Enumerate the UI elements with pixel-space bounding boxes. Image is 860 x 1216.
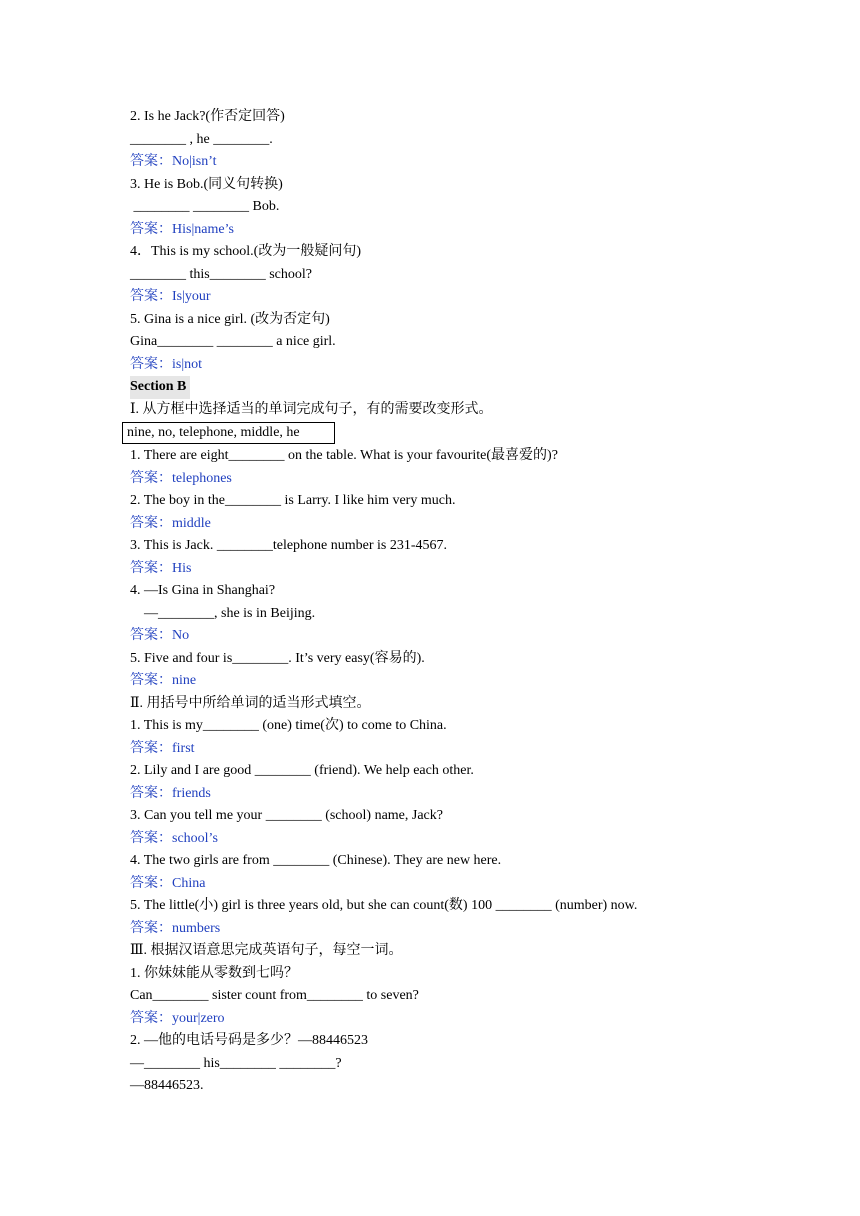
answer-line: 答案：telephones [130,470,232,486]
word-box-line [127,421,820,445]
question-line: 3. He is Bob.(同义句转换) [130,176,283,192]
question-line: 1. This is my________ (one) time(次) to come to China. [130,718,447,733]
question-line: Gina________ ________ a nice girl. [130,334,336,349]
answer-line: 答案：His [130,560,192,576]
word-box: nine, no, telephone, middle, he [122,422,335,444]
section-heading [130,376,820,399]
question-line: Ⅰ. 从方框中选择适当的单词完成句子，有的需要改变形式。 [130,401,493,417]
answer-line: 答案：numbers [130,920,221,936]
question-line: 2. —他的电话号码是多少？—88446523 [130,1033,368,1048]
question-line: ________ this________ school? [130,266,312,282]
answer-line: 答案：His|name’s [130,221,234,237]
question-line: 2. The boy in the________ is Larry. I like him very much. [130,493,456,508]
exercise-content [127,106,820,1098]
question-line: 5. The little(小) girl is three years old, but she can count(数) 100 ________ (number) now. [130,898,638,913]
question-line: ________ ________ Bob. [130,199,280,214]
question-line: 4. —Is Gina in Shanghai? [130,583,276,598]
question-line: 2. Lily and I are good ________ (friend). We help each other. [130,763,474,778]
answer-line: 答案：middle [130,515,211,531]
question-line: 3. This is Jack. ________telephone number is 231-4567. [130,538,448,553]
answer-line: 答案：school’s [130,830,218,846]
section-b-label: Section B [130,376,190,399]
answer-line: 答案：first [130,740,195,756]
question-line: 5. Five and four is________. It’s very easy(容易的). [130,650,425,666]
question-line: 3. Can you tell me your ________ (school) name, Jack? [130,808,443,823]
answer-line: 答案：Is|your [130,289,211,304]
answer-line: 答案：China [130,875,206,891]
question-line: 4．This is my school.(改为一般疑问句) [130,244,361,259]
answer-line: 答案：No|isn’t [130,154,217,169]
question-line: 1. 你妹妹能从零数到七吗？ [130,965,298,981]
question-line: ________ , he ________. [130,131,273,147]
question-line: —________, she is in Beijing. [130,605,316,621]
question-line: 2. Is he Jack?(作否定回答) [130,109,285,124]
answer-line: 答案：your|zero [130,1010,225,1026]
answer-line: 答案：No [130,628,190,643]
question-line: —88446523. [130,1078,204,1093]
answer-line: 答案：is|not [130,356,203,372]
answer-line: 答案：nine [130,673,197,688]
question-line: Ⅱ. 用括号中所给单词的适当形式填空。 [130,695,371,711]
question-line: 1. There are eight________ on the table. What is your favourite(最喜爱的)? [130,448,558,463]
question-line: 5. Gina is a nice girl. (改为否定句) [130,311,330,327]
question-line: Ⅲ. 根据汉语意思完成英语句子，每空一词。 [130,943,403,958]
question-line: —________ his________ ________? [130,1055,342,1071]
question-line: 4. The two girls are from ________ (Chinese). They are new here. [130,853,502,868]
question-line: Can________ sister count from________ to seven? [130,988,419,1003]
answer-line: 答案：friends [130,785,211,801]
